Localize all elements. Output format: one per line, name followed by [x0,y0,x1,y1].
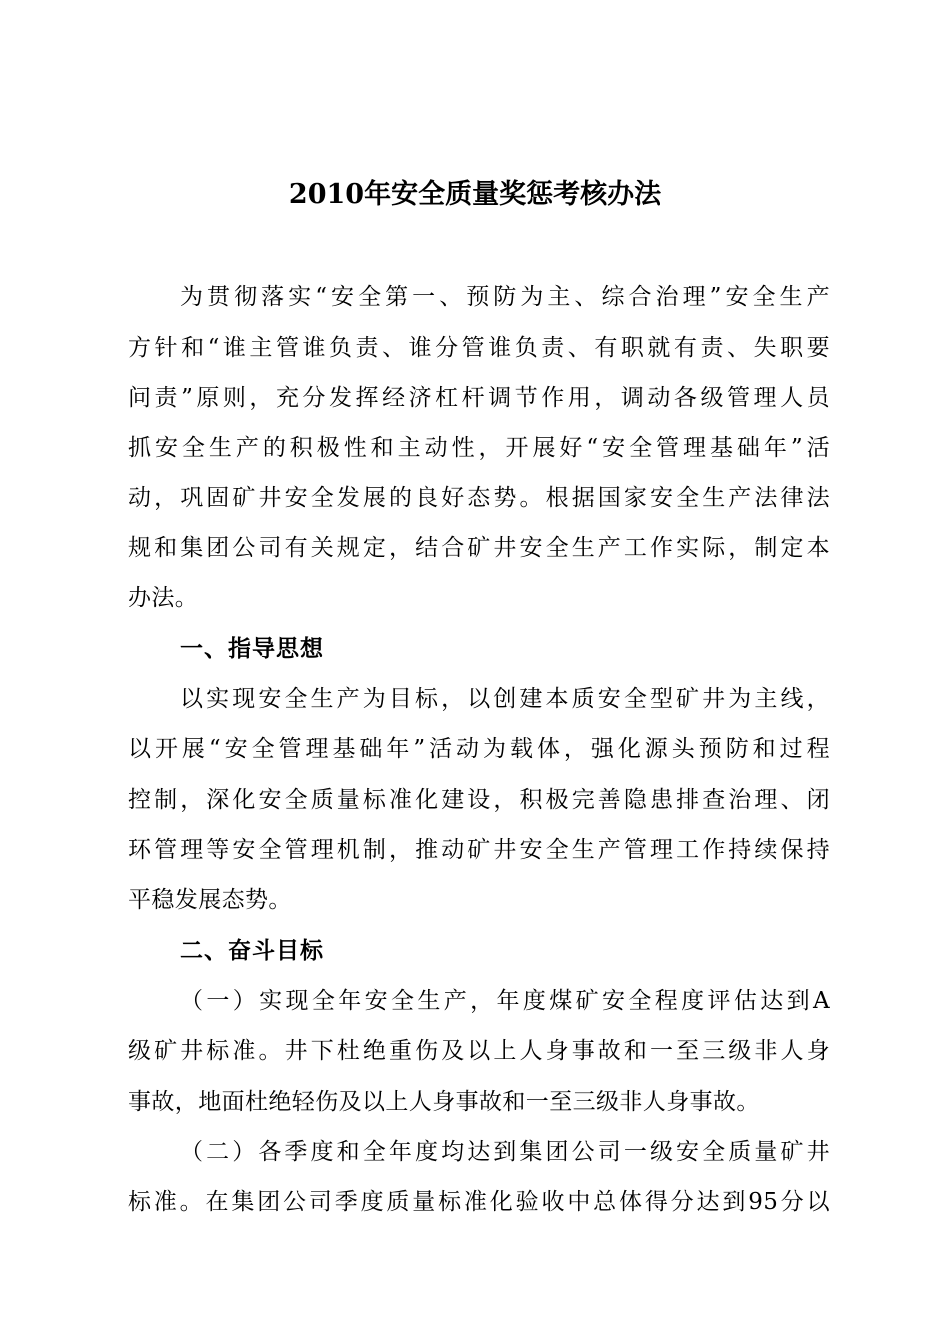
section1-line: 以开展“安全管理基础年”活动为载体，强化源头预防和过程 [128,736,830,762]
intro-line: 问责”原则，充分发挥经济杠杆调节作用，调动各级管理人员 [128,385,830,411]
section-heading-guiding-ideology: 一、指导思想 [180,636,324,662]
section2-item1-line: 级矿井标准。井下杜绝重伤及以上人身事故和一至三级非人身 [128,1038,830,1064]
document-title: 2010年安全质量奖惩考核办法 [288,179,662,210]
section2-item1-line: 事故，地面杜绝轻伤及以上人身事故和一至三级非人身事故。 [128,1089,760,1115]
intro-line: 规和集团公司有关规定，结合矿井安全生产工作实际，制定本 [128,535,830,561]
intro-line: 抓安全生产的积极性和主动性，开展好“安全管理基础年”活 [128,435,830,461]
section1-line: 控制，深化安全质量标准化建设，积极完善隐患排查治理、闭 [128,787,830,813]
intro-line: 动，巩固矿井安全发展的良好态势。根据国家安全生产法律法 [128,485,830,511]
intro-line: 方针和“谁主管谁负责、谁分管谁负责、有职就有责、失职要 [128,335,830,361]
intro-line: 办法。 [128,585,199,611]
section1-line: 以实现安全生产为目标，以创建本质安全型矿井为主线， [180,686,830,712]
section1-line: 环管理等安全管理机制，推动矿井安全生产管理工作持续保持 [128,837,830,863]
section2-item1-line: （一）实现全年安全生产，年度煤矿安全程度评估达到A [180,988,830,1014]
section2-item2-line: 标准。在集团公司季度质量标准化验收中总体得分达到95分以 [128,1189,830,1215]
section1-line: 平稳发展态势。 [128,887,292,913]
intro-line: 为贯彻落实“安全第一、预防为主、综合治理”安全生产 [180,284,830,310]
section2-item2-line: （二）各季度和全年度均达到集团公司一级安全质量矿井 [180,1139,830,1165]
section-heading-goals: 二、奋斗目标 [180,938,324,964]
